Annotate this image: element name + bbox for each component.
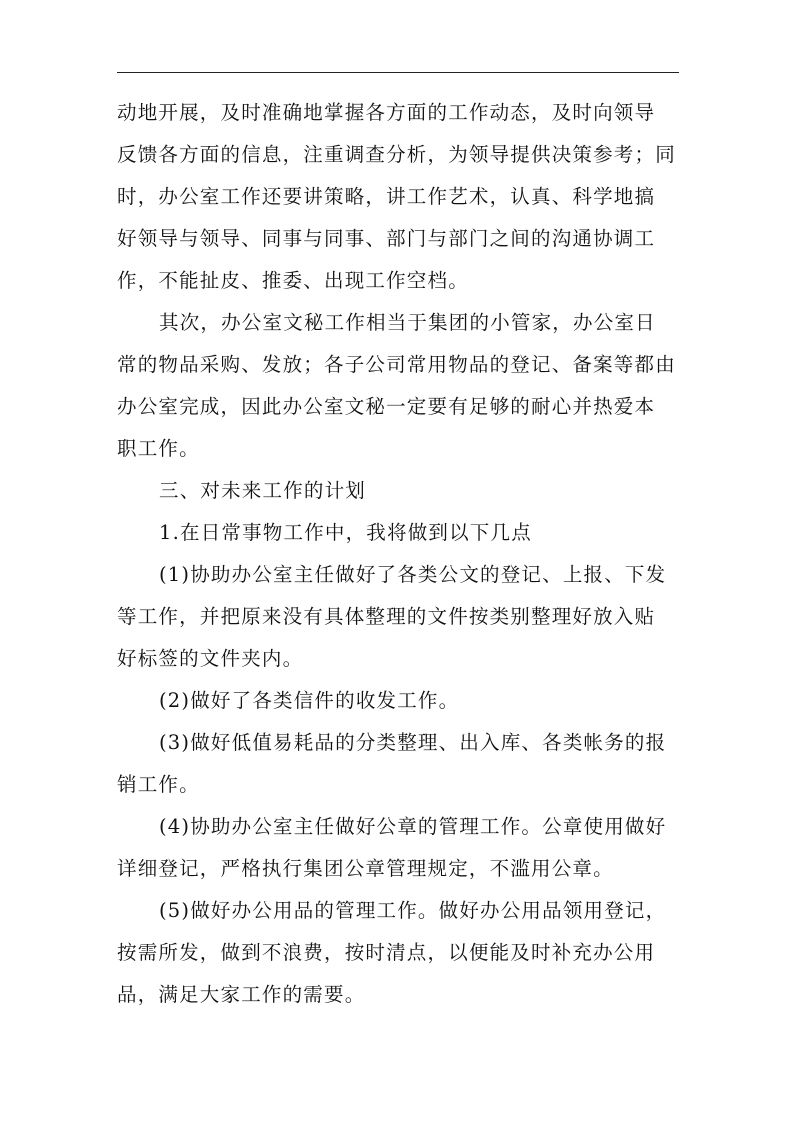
list-item-line: (1)协助办公室主任做好了各类公文的登记、上报、下发 xyxy=(159,563,667,586)
document-body xyxy=(117,92,679,1016)
list-item-line: (5)做好办公用品的管理工作。做好办公用品领用登记， xyxy=(159,899,667,922)
paragraph xyxy=(117,92,679,302)
paragraph-line: 作，不能扯皮、推委、出现工作空档。 xyxy=(117,269,469,292)
list-item-line: 销工作。 xyxy=(117,773,200,796)
paragraph-line: 反馈各方面的信息，注重调查分析，为领导提供决策参考；同 xyxy=(117,143,676,166)
list-item-line: 等工作，并把原来没有具体整理的文件按类别整理好放入贴 xyxy=(117,605,656,628)
paragraph-line: 时，办公室工作还要讲策略，讲工作艺术，认真、科学地搞 xyxy=(117,185,656,208)
list-item xyxy=(117,680,679,722)
list-item-line: (3)做好低值易耗品的分类整理、出入库、各类帐务的报 xyxy=(159,731,667,754)
list-item-line: (4)协助办公室主任做好公章的管理工作。公章使用做好 xyxy=(159,815,667,838)
list-item xyxy=(117,722,679,806)
paragraph-line: 常的物品采购、发放；各子公司常用物品的登记、备案等都由 xyxy=(117,353,676,376)
list-item-line: 品，满足大家工作的需要。 xyxy=(117,983,366,1006)
list-item-line: 好标签的文件夹内。 xyxy=(117,647,304,670)
list-item xyxy=(117,890,679,1016)
section-heading-text: 三、对未来工作的计划 xyxy=(159,479,367,502)
list-item-line: (2)做好了各类信件的收发工作。 xyxy=(159,689,460,712)
paragraph-line: 其次，办公室文秘工作相当于集团的小管家，办公室日 xyxy=(159,311,656,334)
list-item xyxy=(117,806,679,890)
paragraph-line: 办公室完成，因此办公室文秘一定要有足够的耐心并热爱本 xyxy=(117,395,656,418)
subsection-heading-text: 1.在日常事物工作中，我将做到以下几点 xyxy=(159,521,532,544)
subsection-heading xyxy=(117,512,679,554)
header-rule xyxy=(117,72,679,73)
paragraph-line: 动地开展，及时准确地掌握各方面的工作动态，及时向领导 xyxy=(117,101,656,124)
section-heading xyxy=(117,470,679,512)
list-item-line: 详细登记，严格执行集团公章管理规定，不滥用公章。 xyxy=(117,857,614,880)
paragraph-line: 职工作。 xyxy=(117,437,200,460)
list-item-line: 按需所发，做到不浪费，按时清点，以便能及时补充办公用 xyxy=(117,941,656,964)
paragraph xyxy=(117,302,679,470)
paragraph-line: 好领导与领导、同事与同事、部门与部门之间的沟通协调工 xyxy=(117,227,656,250)
list-item xyxy=(117,554,679,680)
